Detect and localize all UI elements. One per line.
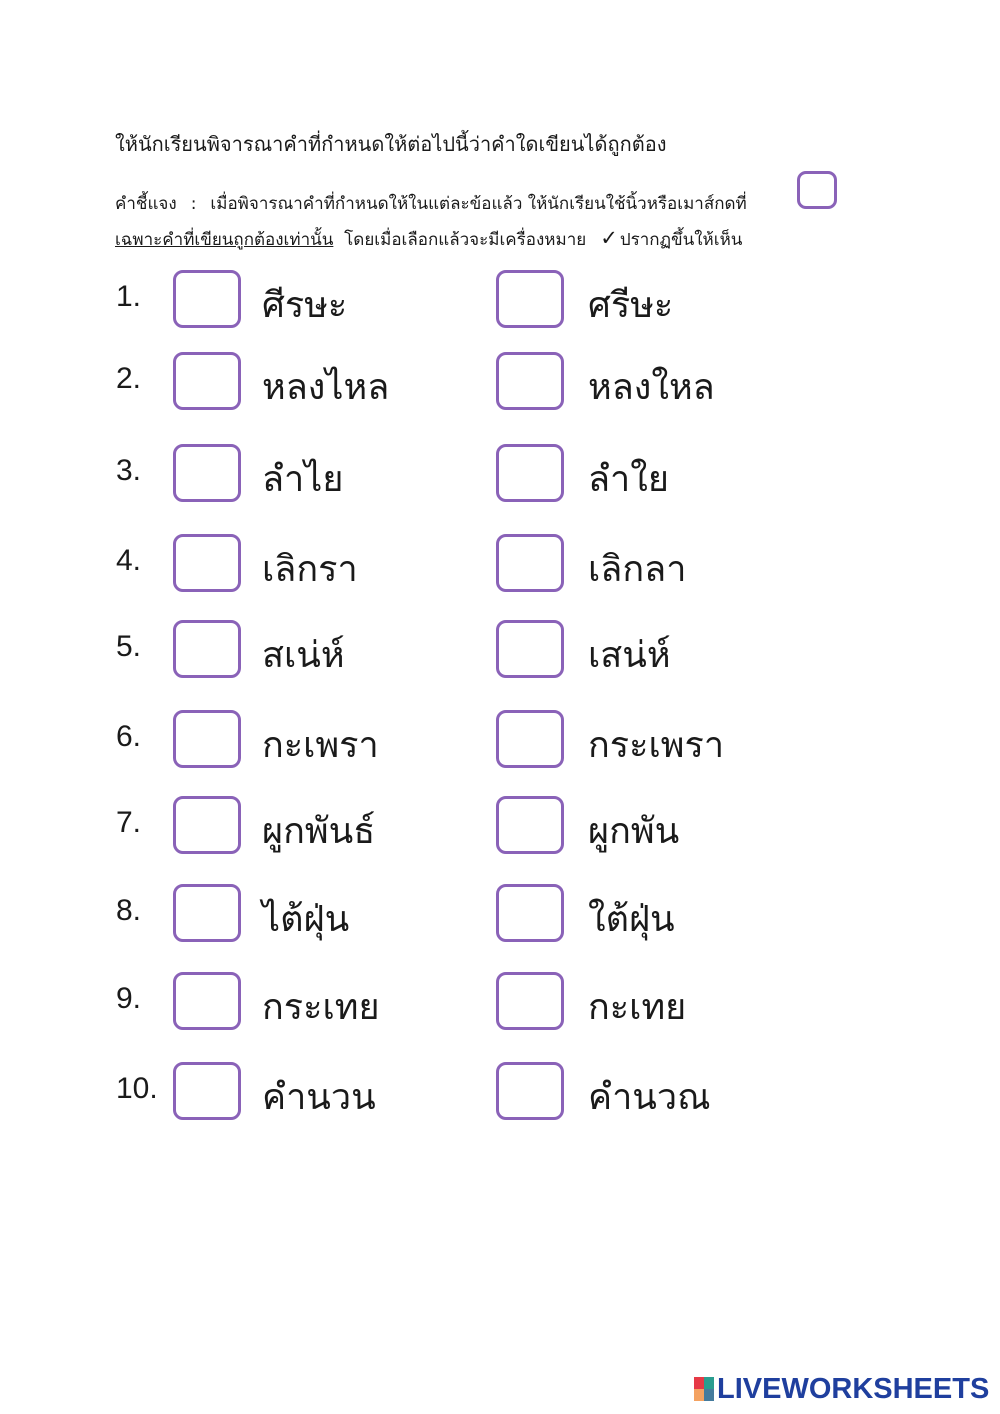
question-number: 3. <box>116 454 142 487</box>
answer-checkbox-right[interactable] <box>496 972 564 1030</box>
answer-word-right: เลิกลา <box>588 549 687 590</box>
sample-checkbox <box>797 171 837 209</box>
question-number: 9. <box>116 982 142 1015</box>
instructions-text-2: โดยเมื่อเลือกแล้วจะมีเครื่องหมาย <box>344 230 587 250</box>
brand-name: LIVEWORKSHEETS <box>717 1372 990 1405</box>
answer-word-right: ศรีษะ <box>588 285 674 326</box>
answer-word-right: คำนวณ <box>588 1077 711 1118</box>
answer-checkbox-left[interactable] <box>173 1062 241 1120</box>
answer-checkbox-left[interactable] <box>173 710 241 768</box>
answer-checkbox-right[interactable] <box>496 352 564 410</box>
answer-word-left: เลิกรา <box>262 549 358 590</box>
answer-checkbox-right[interactable] <box>496 620 564 678</box>
logo-square-2 <box>704 1377 714 1389</box>
question-number: 1. <box>116 280 142 313</box>
answer-checkbox-left[interactable] <box>173 352 241 410</box>
answer-word-left: กระเทย <box>262 987 380 1028</box>
answer-checkbox-right[interactable] <box>496 444 564 502</box>
answer-word-right: หลงใหล <box>588 367 715 408</box>
instructions-title: ให้นักเรียนพิจารณาคำที่กำหนดให้ต่อไปนี้ว่าคำใดเขียนได้ถูกต้อง <box>115 132 667 156</box>
answer-checkbox-right[interactable] <box>496 796 564 854</box>
answer-word-right: ลำใย <box>588 459 669 500</box>
question-number: 6. <box>116 720 142 753</box>
instructions-text-3: ปรากฏขึ้นให้เห็น <box>619 230 743 250</box>
question-row <box>0 884 1000 948</box>
question-row <box>0 620 1000 684</box>
answer-word-left: ศีรษะ <box>262 285 348 326</box>
question-number: 2. <box>116 362 142 395</box>
question-row <box>0 710 1000 774</box>
question-number: 4. <box>116 544 142 577</box>
question-row <box>0 796 1000 860</box>
answer-word-left: กะเพรา <box>262 725 379 766</box>
answer-checkbox-left[interactable] <box>173 444 241 502</box>
answer-word-left: ผูกพันธ์ <box>262 811 376 852</box>
answer-word-right: ผูกพัน <box>588 811 680 852</box>
question-row <box>0 972 1000 1036</box>
answer-word-left: สเน่ห์ <box>262 635 345 676</box>
question-row <box>0 444 1000 508</box>
logo-square-3 <box>694 1389 704 1401</box>
question-row <box>0 352 1000 416</box>
answer-word-right: เสน่ห์ <box>588 635 671 676</box>
instructions-line-2 <box>115 226 742 253</box>
logo-square-1 <box>694 1377 704 1389</box>
answer-checkbox-right[interactable] <box>496 884 564 942</box>
answer-word-left: ลำไย <box>262 459 344 500</box>
answer-checkbox-left[interactable] <box>173 972 241 1030</box>
instructions-underlined-text: เฉพาะคำที่เขียนถูกต้องเท่านั้น <box>115 230 334 250</box>
answer-checkbox-left[interactable] <box>173 796 241 854</box>
question-number: 10. <box>116 1072 158 1105</box>
logo-square-4 <box>704 1389 714 1401</box>
answer-checkbox-left[interactable] <box>173 884 241 942</box>
instructions-line-1 <box>115 190 747 217</box>
answer-word-right: กะเทย <box>588 987 687 1028</box>
answer-checkbox-right[interactable] <box>496 534 564 592</box>
question-number: 5. <box>116 630 142 663</box>
answer-word-right: ใต้ฝุ่น <box>588 899 675 940</box>
question-row <box>0 534 1000 598</box>
answer-word-right: กระเพรา <box>588 725 725 766</box>
checkmark-icon: ✓ <box>600 226 618 250</box>
answer-word-left: หลงไหล <box>262 367 390 408</box>
question-number: 7. <box>116 806 142 839</box>
liveworksheets-logo-icon <box>694 1377 714 1401</box>
answer-checkbox-left[interactable] <box>173 534 241 592</box>
question-number: 8. <box>116 894 142 927</box>
answer-checkbox-right[interactable] <box>496 270 564 328</box>
instructions-text-1: เมื่อพิจารณาคำที่กำหนดให้ในแต่ละข้อแล้ว ให้นักเรียนใช้นิ้วหรือเมาส์กดที่ <box>210 194 747 214</box>
question-row <box>0 1062 1000 1126</box>
answer-checkbox-right[interactable] <box>496 1062 564 1120</box>
brand-footer <box>694 1372 989 1406</box>
answer-checkbox-left[interactable] <box>173 270 241 328</box>
answer-word-left: ไต้ฝุ่น <box>262 899 350 940</box>
answer-word-left: คำนวน <box>262 1077 376 1118</box>
instructions-colon: : <box>190 194 197 214</box>
question-row <box>0 270 1000 334</box>
answer-checkbox-right[interactable] <box>496 710 564 768</box>
answer-checkbox-left[interactable] <box>173 620 241 678</box>
instructions-label: คำชี้แจง <box>115 194 177 214</box>
